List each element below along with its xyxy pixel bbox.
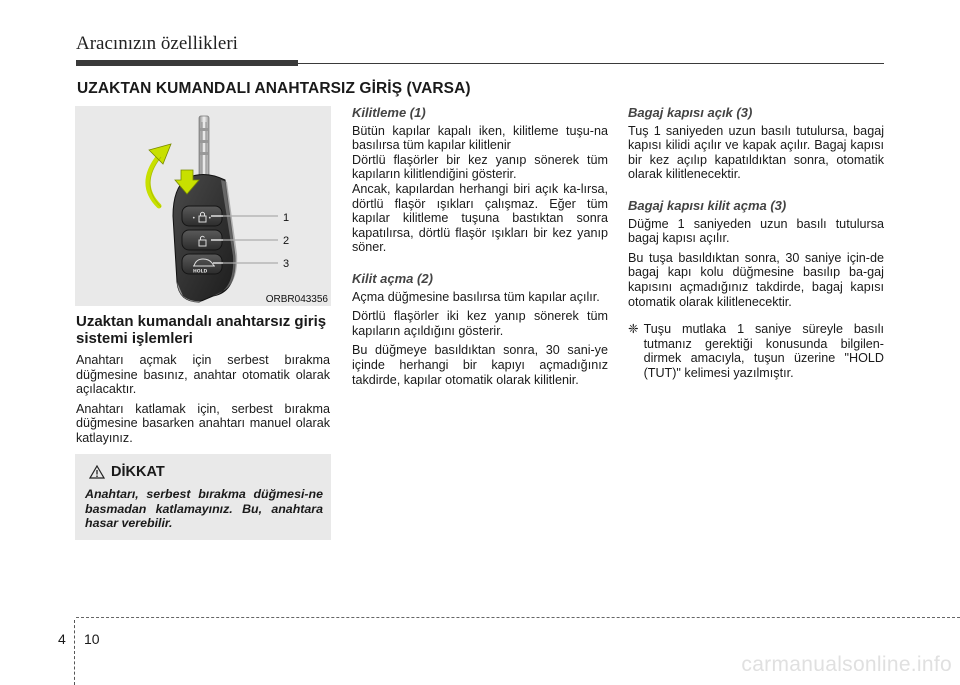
callout-2: 2	[283, 235, 290, 247]
lock-paragraph-2: Dörtlü flaşörler bir kez yanıp sönerek tüm kapıların kilitlendiğini gösterir.	[352, 152, 608, 182]
callout-1: 1	[283, 212, 290, 224]
hold-label: HOLD	[193, 269, 208, 275]
hold-note	[628, 322, 884, 380]
footer-rule	[76, 617, 960, 618]
caution-title: DİKKAT	[111, 464, 165, 480]
operations-heading: Uzaktan kumandalı anahtarsız giriş sistemi işlemleri	[76, 313, 327, 347]
note-text: Tuşu mutlaka 1 saniye süreyle basılı tutmanız gerektiği konusunda bilgilen-dirmek amacıyla, tuşun üzerine "HOLD (TUT)" kelimesi yazılmıştır.	[643, 322, 884, 380]
trunk-open-heading: Bagaj kapısı açık (3)	[628, 105, 753, 120]
figure-code: ORBR043356	[265, 294, 328, 305]
caution-header	[89, 464, 165, 480]
header-rule	[298, 63, 884, 64]
trunk-unlock-paragraph-2: Bu tuşa basıldıktan sonra, 30 saniye için-de bagaj kapı kolu düğmesine basılıp ba-gaj kapısını açmadığınız takdirde, bagaj kapısı otomatik olarak kilitlenecektir.	[628, 250, 884, 309]
open-key-paragraph: Anahtarı açmak için serbest bırakma düğmesine basınız, anahtar otomatik olarak açılacaktır.	[76, 353, 330, 397]
unlock-heading: Kilit açma (2)	[352, 270, 433, 286]
unlock-paragraph-3: Bu düğmeye basıldıktan sonra, 30 sani-ye içinde herhangi bir kapıyı açmadığınız takdirde, kapılar otomatik olarak kilitlenir.	[352, 343, 608, 387]
header-bar	[76, 60, 298, 66]
column-1	[76, 314, 330, 451]
fold-arrow-icon	[148, 144, 171, 207]
trunk-unlock-heading: Bagaj kapısı kilit açma (3)	[628, 197, 787, 213]
column-2	[352, 106, 608, 392]
caution-box	[75, 454, 331, 540]
svg-text:•: •	[208, 215, 212, 222]
callout-3: 3	[283, 258, 290, 270]
key-fob-illustration	[75, 106, 331, 306]
warning-icon	[89, 465, 105, 479]
watermark: carmanualsonline.info	[741, 653, 952, 676]
key-fob-figure	[75, 106, 331, 306]
lock-paragraph-3: Ancak, kapılardan herhangi biri açık ka-lırsa, dörtlü flaşör ışıkları çalışmaz. Eğer tüm kapılar kilitleme tuşuna bastıktan sonra kapatılırsa, dörtlü flaşör ışıkları bir kez yanıp söner.	[352, 181, 608, 255]
unlock-paragraph-2: Dörtlü flaşörler iki kez yanıp sönerek tüm kapıların açıldığını gösterir.	[352, 309, 608, 338]
lock-paragraph-1: Bütün kapılar kapalı iken, kilitleme tuşu-na basılırsa tüm kapılar kilitlenir	[352, 123, 608, 153]
footer-vertical-rule	[74, 620, 75, 685]
trunk-unlock-paragraph-1: Düğme 1 saniyeden uzun basılı tutulursa bagaj kapısı açılır.	[628, 216, 884, 246]
note-symbol: ❈	[628, 322, 639, 337]
svg-text:•: •	[192, 215, 196, 222]
column-3	[628, 106, 884, 381]
fold-key-paragraph: Anahtarı katlamak için, serbest bırakma düğmesine basarken anahtarı manuel olarak katlayınız.	[76, 401, 330, 445]
chapter-number: 4	[58, 631, 66, 647]
section-title: UZAKTAN KUMANDALI ANAHTARSIZ GİRİŞ (VARSA)	[77, 80, 471, 97]
unlock-paragraph-1: Açma düğmesine basılırsa tüm kapılar açılır.	[352, 289, 600, 304]
lock-heading: Kilitleme (1)	[352, 105, 426, 120]
trunk-open-paragraph: Tuş 1 saniyeden uzun basılı tutulursa, bagaj kapısı kilidi açılır ve kapak açılır. Bagaj kapısı bir kez açılıp kapatıldıktan sonra, otomatik olarak kilitlenecektir.	[628, 123, 884, 182]
chapter-title: Aracınızın özellikleri	[76, 33, 238, 54]
page-number: 10	[84, 631, 100, 647]
caution-text: Anahtarı, serbest bırakma düğmesi-ne basmadan katlamayınız. Bu, anahtara hasar verebilir.	[85, 487, 323, 531]
